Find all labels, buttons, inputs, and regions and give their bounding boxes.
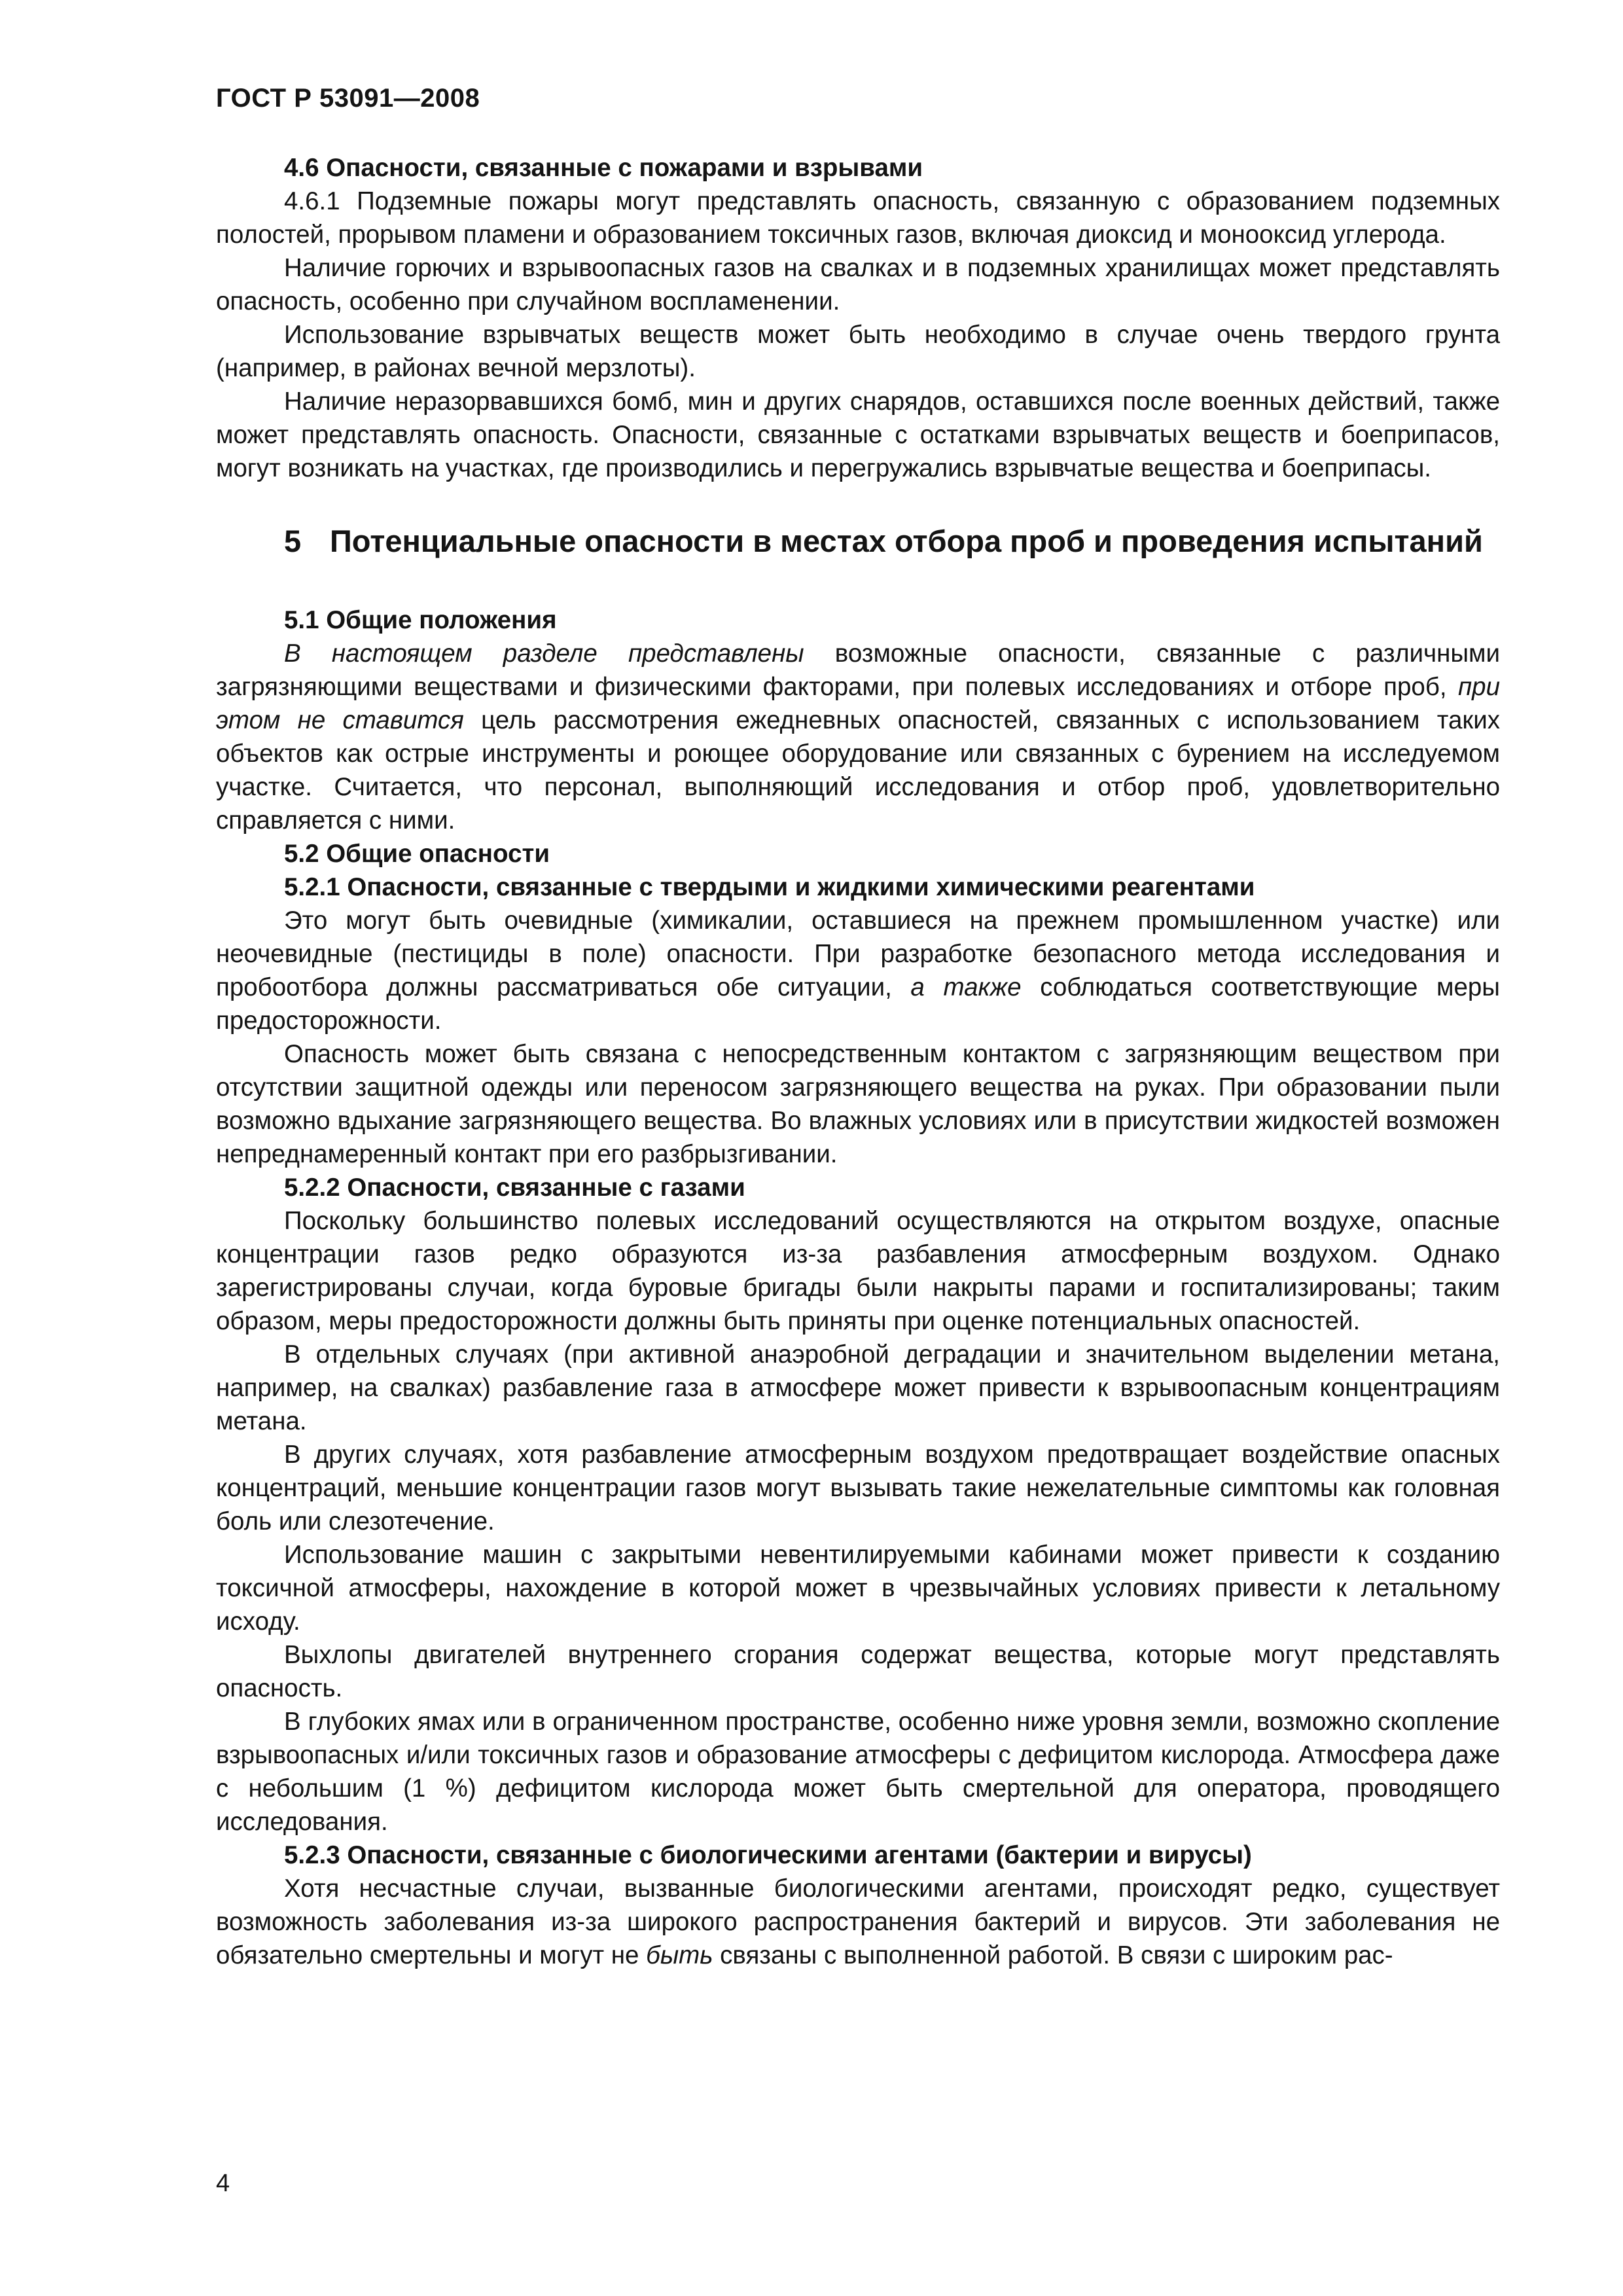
italic-run: при этом не ставится [216, 673, 1500, 734]
paragraph: Опасность может быть связана с непосредственным контактом с загрязняющим веществом при отсутствии защитной одежды или переносом загрязняющего вещества на руках. При образовании пыли возможно вдыхание загрязняющего вещества. Во влажных условиях или в присутствии жидкостей возможен непреднамеренный контакт при его разбрызгивании. [216, 1040, 1500, 1168]
section-5-number: 5 [284, 524, 302, 558]
heading-5-2-2: 5.2.2 Опасности, связанные с газами [284, 1174, 745, 1202]
page-number: 4 [216, 2170, 230, 2197]
paragraph: Выхлопы двигателей внутреннего сгорания содержат вещества, которые могут представлять опасность. [216, 1641, 1500, 1702]
text-run: цель рассмотрения ежедневных опасностей, связанных с использованием таких объектов как острые инструменты и роющее оборудование или связанных с бурением на исследуемом участке. Считается, что персонал, выполняющий исследования и отбор проб, удовлетворительно справляется с ними. [216, 706, 1500, 834]
paragraph-5-2-1 [216, 904, 1500, 1037]
italic-run: В настоящем разделе представлены [284, 639, 804, 668]
heading-5-2-1: 5.2.1 Опасности, связанные с твердыми и жидкими химическими реагентами [284, 873, 1255, 901]
paragraph-5-2-3 [216, 1872, 1500, 1972]
text-run: соблюдаться соответствующие меры предосторожности. [216, 973, 1500, 1035]
heading-5-2-3: 5.2.3 Опасности, связанные с биологическими агентами (бактерии и вирусы) [284, 1841, 1252, 1869]
page-content [216, 84, 1500, 1972]
paragraph: Наличие горючих и взрывоопасных газов на свалках и в подземных хранилищах может представлять опасность, особенно при случайном воспламенении. [216, 254, 1500, 315]
heading-5-1: 5.1 Общие положения [284, 606, 557, 634]
heading-section-5 [284, 521, 1500, 562]
text-run: связаны с выполненной работой. В связи с широким рас- [713, 1941, 1393, 1969]
paragraph-5-1 [216, 637, 1500, 837]
paragraph: В отдельных случаях (при активной анаэробной деградации и значительном выделении метана, например, на свалках) разбавление газа в атмосфере может привести к взрывоопасным концентрациям метана. [216, 1340, 1500, 1435]
text-run: Хотя несчастные случаи, вызванные биологическими агентами, происходят редко, существует возможность заболевания из-за широкого распространения бактерий и вирусов. Эти заболевания не обязательно смертельны и могут не [216, 1874, 1500, 1969]
section-5-title-text: Потенциальные опасности в местах отбора проб и проведения испытаний [330, 524, 1483, 558]
paragraph: Поскольку большинство полевых исследований осуществляются на открытом воздухе, опасные концентрации газов редко образуются из-за разбавления атмосферным воздухом. Однако зарегистрированы случаи, когда буровые бригады были накрыты парами и госпитализированы; таким образом, меры предосторожности должны быть приняты при оценке потенциальных опасностей. [216, 1207, 1500, 1335]
paragraph: В других случаях, хотя разбавление атмосферным воздухом предотвращает воздействие опасных концентраций, меньшие концентрации газов могут вызывать такие нежелательные симптомы как головная боль или слезотечение. [216, 1441, 1500, 1535]
document-code-header: ГОСТ Р 53091—2008 [216, 84, 480, 113]
heading-5-2: 5.2 Общие опасности [284, 840, 550, 868]
text-run: возможные опасности, связанные с различными загрязняющими веществами и физическими факторами, при полевых исследованиях и отборе проб, [216, 639, 1501, 701]
paragraph: В глубоких ямах или в ограниченном пространстве, особенно ниже уровня земли, возможно скопление взрывоопасных и/или токсичных газов и образование атмосферы с дефицитом кислорода. Атмосфера даже с небольшим (1 %) дефицитом кислорода может быть смертельной для оператора, проводящего исследования. [216, 1708, 1500, 1836]
paragraph-4-6-1: 4.6.1 Подземные пожары могут представлять опасность, связанную с образованием подземных полостей, прорывом пламени и образованием токсичных газов, включая диоксид и монооксид углерода. [216, 187, 1500, 249]
paragraph: Использование машин с закрытыми невентилируемыми кабинами может привести к созданию токсичной атмосферы, нахождение в которой может в чрезвычайных условиях привести к летальному исходу. [216, 1541, 1500, 1636]
italic-run: а также [910, 973, 1022, 1001]
paragraph: Использование взрывчатых веществ может быть необходимо в случае очень твердого грунта (например, в районах вечной мерзлоты). [216, 321, 1500, 382]
heading-4-6: 4.6 Опасности, связанные с пожарами и взрывами [284, 154, 923, 182]
italic-run: быть [646, 1941, 713, 1969]
text-run: Это могут быть очевидные (химикалии, оставшиеся на прежнем промышленном участке) или неочевидные (пестициды в поле) опасности. При разработке безопасного метода исследования и пробоотбора должны рассматриваться обе ситуации, [216, 906, 1500, 1001]
paragraph: Наличие неразорвавшихся бомб, мин и других снарядов, оставшихся после военных действий, также может представлять опасность. Опасности, связанные с остатками взрывчатых веществ и боеприпасов, могут возникать на участках, где производились и перегружались взрывчатые вещества и боеприпасы. [216, 387, 1500, 482]
